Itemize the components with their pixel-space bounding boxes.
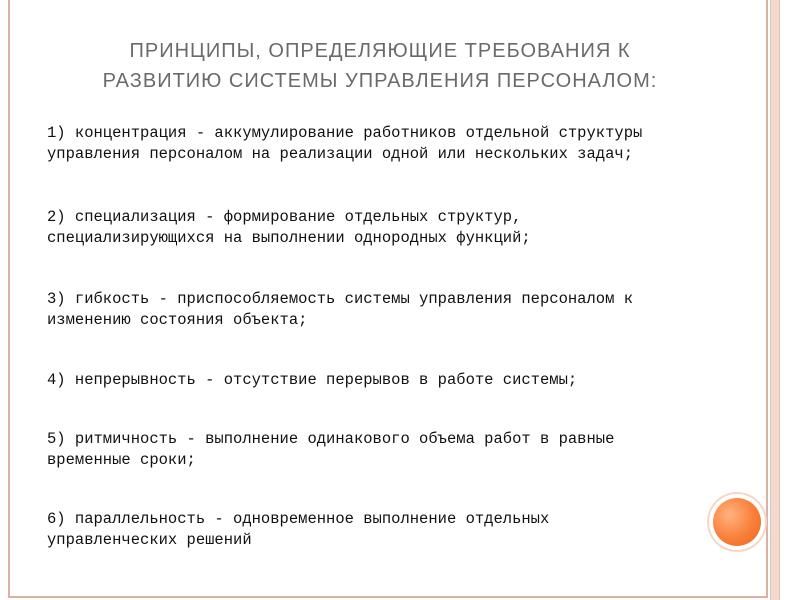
principle-5-line-2: временные сроки;	[47, 451, 196, 469]
principle-1-line-1: 1) концентрация - аккумулирование работников отдельной структуры	[47, 124, 643, 142]
principle-6-line-1: 6) параллельность - одновременное выполнение отдельных	[47, 510, 550, 528]
title-line-2: РАЗВИТИЮ СИСТЕМЫ УПРАВЛЕНИЯ ПЕРСОНАЛОМ:	[102, 70, 658, 92]
principle-item-flexibility	[47, 289, 633, 331]
title-line-1: ПРИНЦИПЫ, ОПРЕДЕЛЯЮЩИЕ ТРЕБОВАНИЯ К	[129, 40, 631, 62]
principle-3-line-2: изменению состояния объекта;	[47, 311, 308, 329]
principle-item-continuity	[47, 370, 577, 391]
principle-item-rhythm	[47, 429, 614, 471]
principle-1-line-2: управления персоналом на реализации одной или нескольких задач;	[47, 145, 633, 163]
principle-item-specialization	[47, 207, 531, 249]
right-decorative-stripe	[770, 0, 780, 600]
principle-2-line-2: специализирующихся на выполнении однородных функций;	[47, 229, 531, 247]
slide-title	[40, 36, 720, 96]
principle-4-line-1: 4) непрерывность - отсутствие перерывов в работе системы;	[47, 371, 578, 389]
principle-6-line-2: управленческих решений	[47, 531, 252, 549]
principle-2-line-1: 2) специализация - формирование отдельных структур,	[47, 208, 522, 226]
principle-item-parallelism	[47, 509, 549, 551]
principle-3-line-1: 3) гибкость - приспособляемость системы управления персоналом к	[47, 290, 633, 308]
principle-5-line-1: 5) ритмичность - выполнение одинакового объема работ в равные	[47, 430, 615, 448]
principle-item-concentration	[47, 123, 642, 165]
orange-circle-icon	[713, 498, 761, 546]
